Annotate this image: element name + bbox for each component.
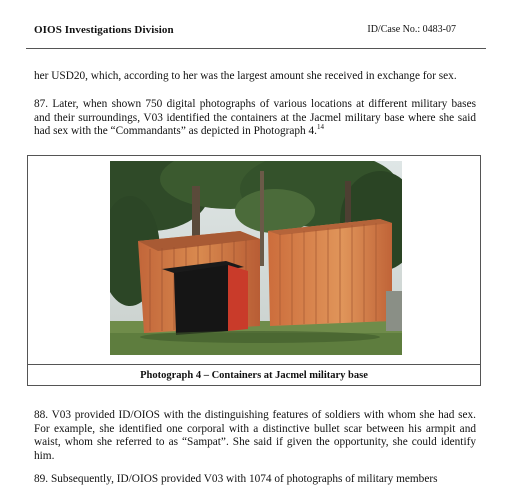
footnote-reference: 14 <box>317 123 324 132</box>
paragraph-87-text: 87. Later, when shown 750 digital photographs of various locations at different military bases and their surroundings, V03 identified the containers at the Jacmel military base where she said had sex with the “Commandants” as depicted in Photograph 4. <box>34 98 476 137</box>
paragraph-86-continuation: her USD20, which, according to her was the largest amount she received in exchange for sex. <box>34 70 457 82</box>
page-header <box>26 24 486 40</box>
figure-caption: Photograph 4 – Containers at Jacmel military base <box>140 370 368 381</box>
caption-divider <box>28 364 480 365</box>
paragraph-87 <box>34 98 476 139</box>
containers-photo <box>110 161 402 355</box>
division-title: OIOS Investigations Division <box>34 24 174 36</box>
paragraph-89: 89. Subsequently, ID/OIOS provided V03 with 1074 of photographs of military members <box>34 473 438 485</box>
header-divider <box>26 48 486 49</box>
paragraph-88: 88. V03 provided ID/OIOS with the distinguishing features of soldiers with whom she had sex. For example, she identified one corporal with a distinctive bullet scar between his armpit and waist, whom she referred to as “Sampat”. She said if given the opportunity, she could identify him. <box>34 409 476 462</box>
case-number-field <box>367 24 456 35</box>
case-number-value: 0483-07 <box>422 24 456 35</box>
photograph-figure <box>27 155 481 386</box>
case-number-label: ID/Case No.: <box>367 24 421 35</box>
